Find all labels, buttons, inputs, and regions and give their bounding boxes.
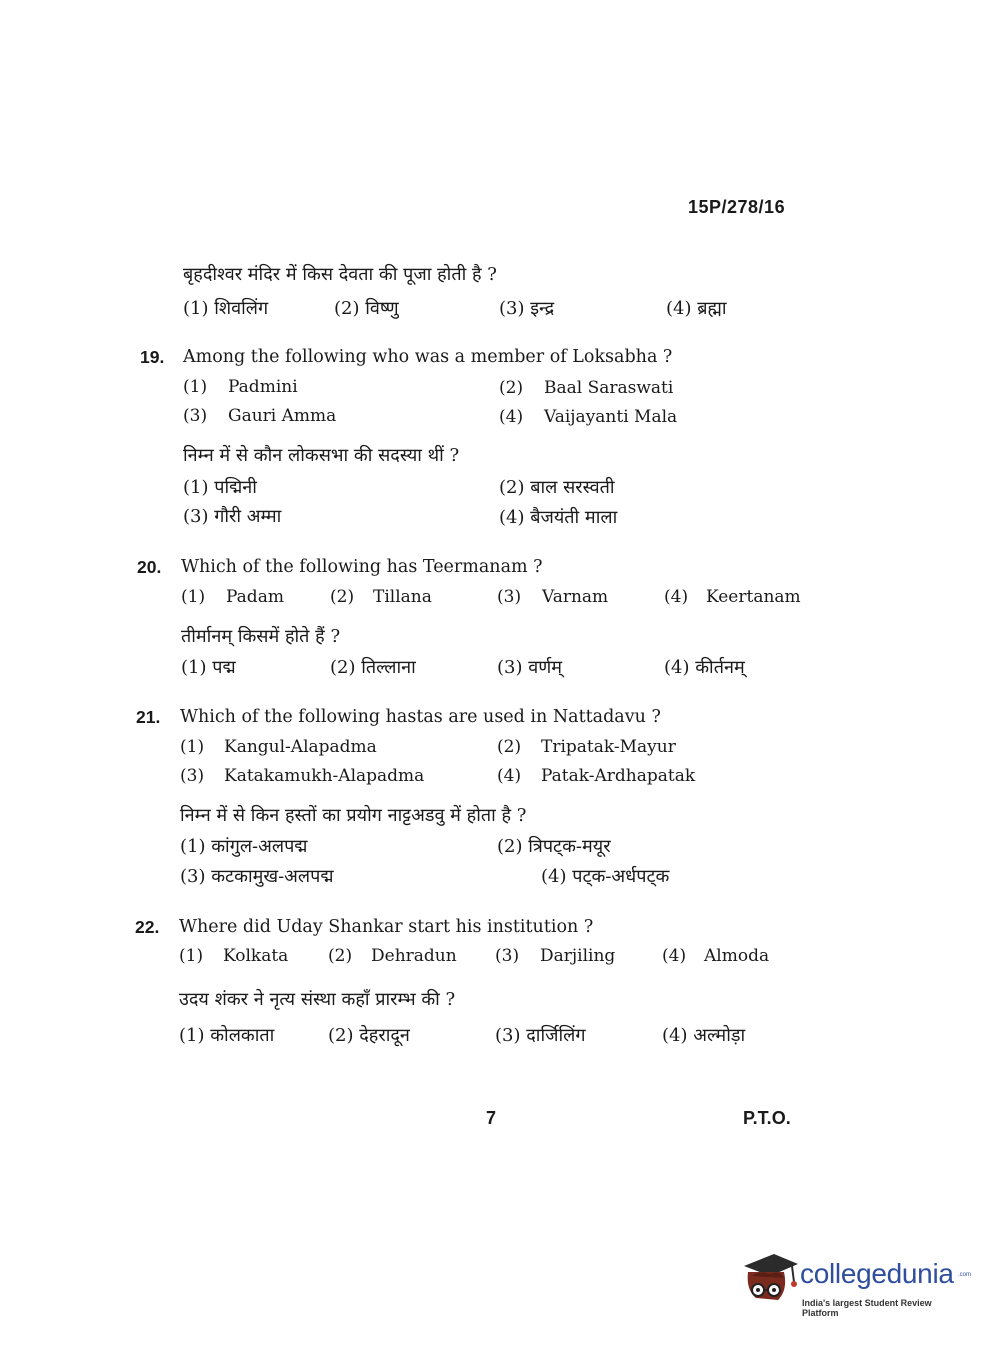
q19-option-1-text: Padmini: [228, 377, 298, 397]
q20-option-2-num: (2): [330, 587, 355, 607]
pto-label: P.T.O.: [743, 1108, 791, 1128]
q18-hindi-option-2: (2) विष्णु: [334, 298, 399, 319]
q19-option-3-num: (3): [183, 406, 208, 426]
q21-hindi-option-3: (3) कटकामुख-अलपद्म: [180, 866, 334, 887]
q21-question: Which of the following hastas are used in Nattadavu ?: [180, 707, 661, 727]
q19-question: Among the following who was a member of Loksabha ?: [183, 347, 673, 367]
q18-hindi-option-1: (1) शिवलिंग: [183, 298, 269, 319]
q21-option-1-num: (1): [180, 737, 205, 757]
q21-option-2-text: Tripatak-Mayur: [541, 737, 676, 757]
graduate-mascot-icon: [740, 1250, 800, 1312]
q21-option-3-num: (3): [180, 766, 205, 786]
q22-number: 22.: [135, 917, 160, 937]
q20-option-4-num: (4): [664, 587, 689, 607]
q20-hindi-question: तीर्मानम् किसमें होते हैं ?: [181, 626, 341, 647]
q22-hindi-option-2: (2) देहरादून: [328, 1025, 410, 1046]
q22-hindi-option-1: (1) कोलकाता: [179, 1025, 275, 1046]
q21-hindi-option-4: (4) पट्क-अर्धपट्क: [541, 866, 670, 887]
q21-option-1-text: Kangul-Alapadma: [224, 737, 377, 757]
paper-code: 15P/278/16: [688, 197, 786, 217]
q22-option-4-num: (4): [662, 946, 687, 966]
logo-tagline: India's largest Student Review Platform: [802, 1298, 932, 1318]
q22-option-3-text: Darjiling: [540, 946, 616, 966]
q20-hindi-option-2: (2) तिल्लाना: [330, 657, 416, 678]
q20-hindi-option-4: (4) कीर्तनम्: [664, 657, 745, 678]
q21-number: 21.: [136, 707, 161, 727]
q22-option-3-num: (3): [495, 946, 520, 966]
q20-number: 20.: [137, 557, 162, 577]
q22-hindi-option-4: (4) अल्मोड़ा: [662, 1025, 746, 1046]
q20-hindi-option-1: (1) पद्म: [181, 657, 236, 678]
q22-hindi-question: उदय शंकर ने नृत्य संस्था कहाँ प्रारम्भ की ?: [179, 989, 456, 1010]
q19-option-2-num: (2): [499, 378, 524, 398]
q20-question: Which of the following has Teermanam ?: [181, 557, 543, 577]
q22-option-1-num: (1): [179, 946, 204, 966]
q20-option-1-text: Padam: [226, 587, 284, 607]
logo-name: collegedunia: [800, 1258, 954, 1289]
q20-option-3-text: Varnam: [542, 587, 609, 607]
q19-hindi-option-3: (3) गौरी अम्मा: [183, 506, 282, 527]
q18-hindi-question: बृहदीश्वर मंदिर में किस देवता की पूजा होती है ?: [183, 264, 497, 285]
q19-hindi-option-2: (2) बाल सरस्वती: [499, 477, 615, 498]
q22-option-1-text: Kolkata: [223, 946, 289, 966]
q21-option-2-num: (2): [497, 737, 522, 757]
q22-question: Where did Uday Shankar start his institution ?: [179, 917, 594, 937]
q22-hindi-option-3: (3) दार्जिलिंग: [495, 1025, 586, 1046]
q18-hindi-option-4: (4) ब्रह्मा: [666, 298, 727, 319]
logo-suffix: .com: [958, 1272, 972, 1278]
q19-option-2-text: Baal Saraswati: [544, 378, 674, 398]
q21-hindi-question: निम्न में से किन हस्तों का प्रयोग नाट्टअडवु में होता है ?: [180, 805, 527, 826]
q21-option-3-text: Katakamukh-Alapadma: [224, 766, 425, 786]
q21-hindi-option-1: (1) कांगुल-अलपद्म: [180, 836, 308, 857]
q20-option-3-num: (3): [497, 587, 522, 607]
q21-hindi-option-2: (2) त्रिपट्क-मयूर: [497, 836, 611, 857]
q19-option-3-text: Gauri Amma: [228, 406, 337, 426]
q22-option-2-text: Dehradun: [371, 946, 457, 966]
collegedunia-logo: [740, 1250, 970, 1320]
q19-hindi-option-4: (4) बैजयंती माला: [499, 507, 618, 528]
q20-option-2-text: Tillana: [373, 587, 432, 607]
q21-option-4-num: (4): [497, 766, 522, 786]
q19-option-4-num: (4): [499, 407, 524, 427]
q19-hindi-question: निम्न में से कौन लोकसभा की सदस्या थीं ?: [183, 445, 460, 466]
q20-option-4-text: Keertanam: [706, 587, 801, 607]
q20-hindi-option-3: (3) वर्णम्: [497, 657, 563, 678]
q22-option-2-num: (2): [328, 946, 353, 966]
q22-option-4-text: Almoda: [704, 946, 770, 966]
q19-hindi-option-1: (1) पद्मिनी: [183, 477, 257, 498]
q18-hindi-option-3: (3) इन्द्र: [499, 298, 555, 319]
q19-option-1-num: (1): [183, 377, 208, 397]
page-number: 7: [486, 1108, 497, 1128]
q20-option-1-num: (1): [181, 587, 206, 607]
q21-option-4-text: Patak-Ardhapatak: [541, 766, 696, 786]
q19-number: 19.: [140, 347, 165, 367]
q19-option-4-text: Vaijayanti Mala: [544, 407, 678, 427]
